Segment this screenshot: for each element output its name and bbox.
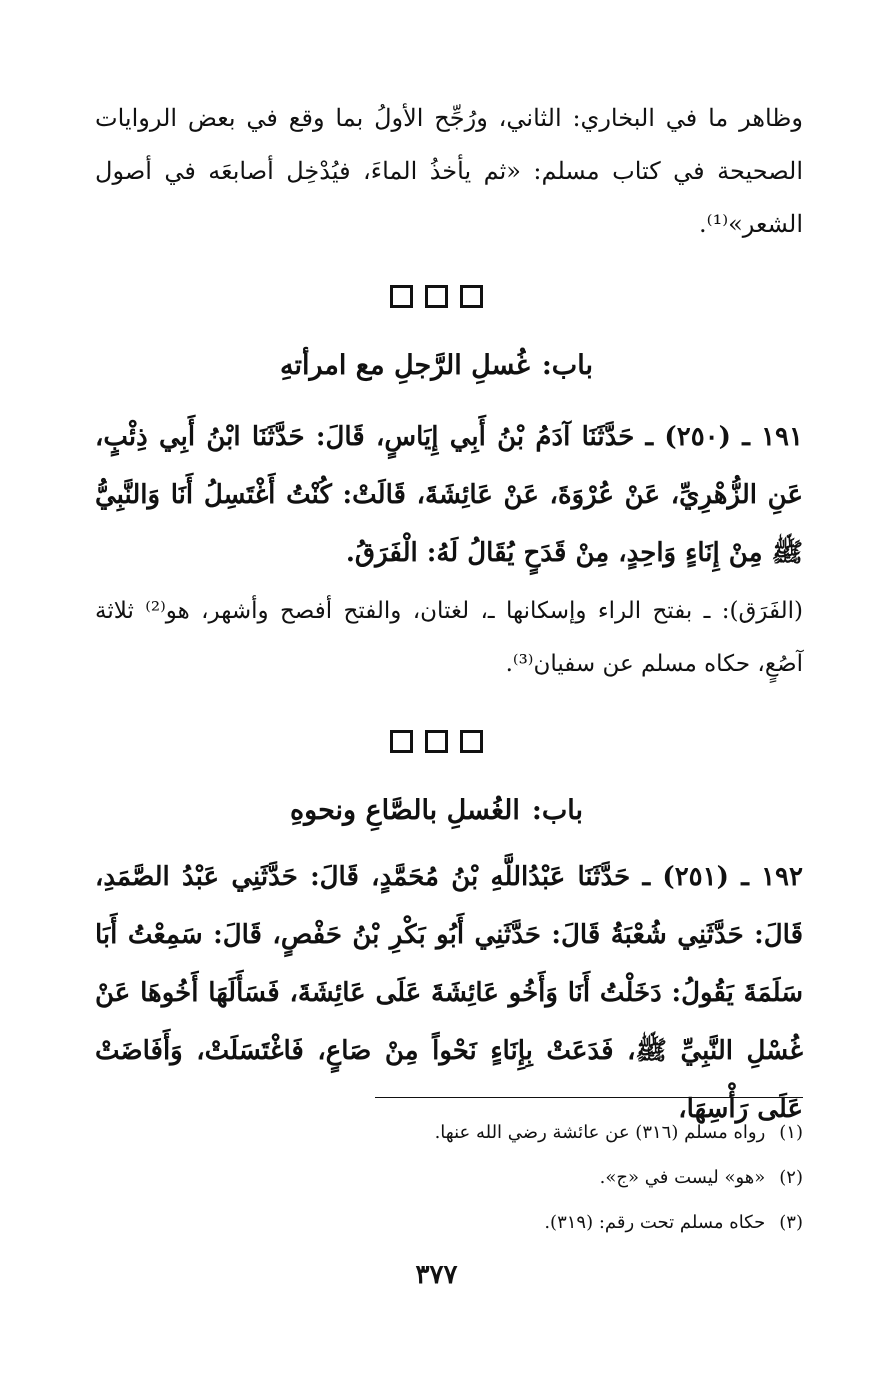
square-ornament-icon (460, 285, 483, 308)
square-ornament-icon (425, 730, 448, 753)
footnote (95, 1110, 803, 1155)
square-ornament-icon (460, 730, 483, 753)
square-ornament-icon (425, 285, 448, 308)
hadith-text: ١٩١ ـ (٢٥٠) ـ حَدَّثَنَا آدَمُ بْنُ أَبِي إِيَاسٍ، قَالَ: حَدَّثَنَا ابْنُ أَبِي ذِئْبٍ، عَنِ الزُّهْرِيِّ، عَنْ عُرْوَةَ، عَنْ عَائِشَةَ، قَالَتْ: كُنْتُ أَغْتَسِلُ أَنَا وَالنَّبِيُّ ﷺ مِنْ إِنَاءٍ وَاحِدٍ، مِنْ قَدَحٍ يُقَالُ لَهُ: الْفَرَقُ. (95, 422, 803, 568)
square-ornament-icon (390, 730, 413, 753)
footnote-number: (٢) (779, 1167, 803, 1188)
chapter-title: الغُسلِ بالصَّاعِ ونحوهِ (289, 795, 520, 826)
footnote (95, 1200, 803, 1245)
chapter-heading (0, 350, 873, 381)
hadith-191 (95, 408, 803, 582)
footnote-number: (١) (779, 1122, 803, 1143)
footnote-number: (٣) (779, 1212, 803, 1233)
footnote-text: رواه مسلم (٣١٦) عن عائشة رضي الله عنها. (434, 1122, 766, 1143)
intro-paragraph (95, 92, 803, 251)
chapter-label: باب: (541, 350, 593, 381)
footnote-text: «هو» ليست في «ج». (599, 1167, 766, 1188)
intro-text: وظاهر ما في البخاري: الثاني، ورُجِّح الأولُ بما وقع في بعض الروايات الصحيحة في كتاب مسلم: «ثم يأخذُ الماءَ، فيُدْخِل أصابعَه في أصول الشعر»⁽¹⁾. (95, 104, 803, 238)
page-number: ٣٧٧ (415, 1260, 458, 1290)
chapter-title: غُسلِ الرَّجلِ مع امرأتهِ (280, 350, 530, 381)
footnote (95, 1155, 803, 1200)
square-ornament-icon (390, 285, 413, 308)
footnotes (95, 1110, 803, 1245)
hadith-191-commentary (95, 585, 803, 691)
commentary-text: (الفَرَق): ـ بفتح الراء وإسكانها ـ، لغتان، والفتح أفصح وأشهر، هو⁽²⁾ ثلاثة آصُعٍ، حكاه مسلم عن سفيان⁽³⁾. (95, 598, 803, 677)
section-separator (0, 285, 873, 308)
chapter-label: باب: (531, 795, 584, 826)
footnote-text: حكاه مسلم تحت رقم: (٣١٩). (544, 1212, 766, 1233)
hadith-192 (95, 848, 803, 1138)
section-separator (0, 730, 873, 753)
hadith-text: ١٩٢ ـ (٢٥١) ـ حَدَّثَنَا عَبْدُاللَّهِ بْنُ مُحَمَّدٍ، قَالَ: حَدَّثَنِي عَبْدُ الصَّمَدِ، قَالَ: حَدَّثَنِي شُعْبَةُ قَالَ: حَدَّثَنِي أَبُو بَكْرِ بْنُ حَفْصٍ، قَالَ: سَمِعْتُ أَبَا سَلَمَةَ يَقُولُ: دَخَلْتُ أَنَا وَأَخُو عَائِشَةَ عَلَى عَائِشَةَ، فَسَأَلَهَا أَخُوهَا عَنْ غُسْلِ النَّبِيِّ ﷺ، فَدَعَتْ بِإِنَاءٍ نَحْواً مِنْ صَاعٍ، فَاغْتَسَلَتْ، وَأَفَاضَتْ عَلَى رَأْسِهَا، (95, 862, 804, 1124)
chapter-heading (0, 795, 873, 826)
footnote-divider (375, 1097, 803, 1098)
